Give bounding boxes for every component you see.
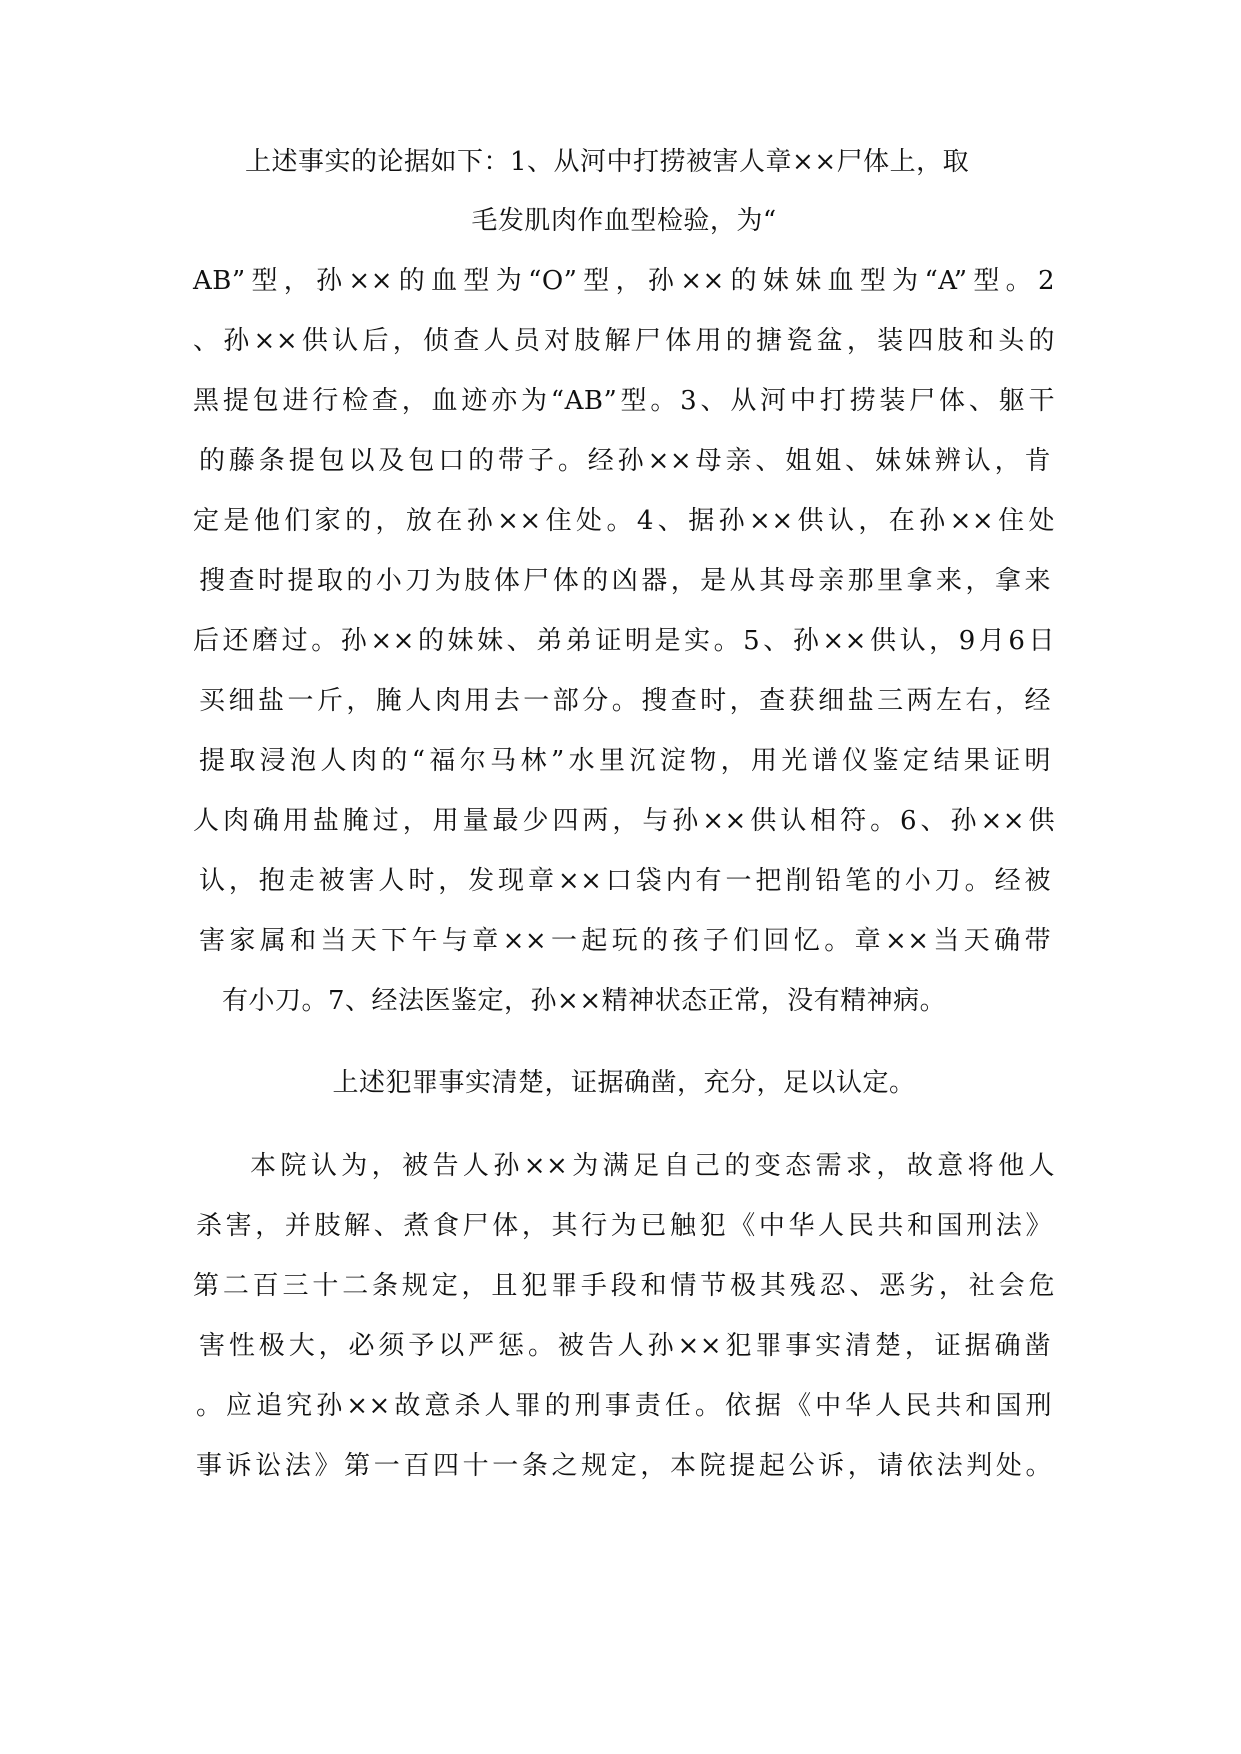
- text-line: 的藤条提包以及包口的带子。经孙××母亲、姐姐、妹妹辨认，肯: [199, 446, 1051, 476]
- text-line: 第二百三十二条规定，且犯罪手段和情节极其残忍、恶劣，社会危: [193, 1271, 1055, 1301]
- text-line: 后还磨过。孙××的妹妹、弟弟证明是实。5、孙××供认，9月6日: [193, 626, 1055, 656]
- text-line: 事诉讼法》第一百四十一条之规定，本院提起公诉，请依法判处。: [196, 1451, 1052, 1481]
- text-line: 毛发肌肉作血型检验，为“: [471, 206, 777, 236]
- text-line: 。应追究孙××故意杀人罪的刑事责任。依据《中华人民共和国刑: [196, 1391, 1052, 1421]
- text-line: 买细盐一斤，腌人肉用去一部分。搜查时，查获细盐三两左右，经: [199, 686, 1051, 716]
- text-line: 、孙××供认后，侦查人员对肢解尸体用的搪瓷盆，装四肢和头的: [193, 326, 1055, 356]
- text-line: AB”型，孙××的血型为“O”型，孙××的妹妹血型为“A”型。2: [193, 266, 1055, 296]
- text-line: 本院认为，被告人孙××为满足自己的变态需求，故意将他人: [250, 1151, 1055, 1181]
- text-line: 黑提包进行检查，血迹亦为“AB”型。3、从河中打捞装尸体、躯干: [193, 386, 1055, 416]
- text-line: 提取浸泡人肉的“福尔马林”水里沉淀物，用光谱仪鉴定结果证明: [199, 746, 1051, 776]
- text-line: 杀害，并肢解、煮食尸体，其行为已触犯《中华人民共和国刑法》: [196, 1211, 1052, 1241]
- text-line: 害家属和当天下午与章××一起玩的孩子们回忆。章××当天确带: [199, 926, 1051, 956]
- text-line: 上述犯罪事实清楚，证据确凿，充分，足以认定。: [332, 1068, 916, 1098]
- text-line: 有小刀。7、经法医鉴定，孙××精神状态正常，没有精神病。: [222, 986, 947, 1016]
- text-line: 害性极大，必须予以严惩。被告人孙××犯罪事实清楚，证据确凿: [199, 1331, 1051, 1361]
- text-line: 人肉确用盐腌过，用量最少四两，与孙××供认相符。6、孙××供: [193, 806, 1055, 836]
- text-line: 搜查时提取的小刀为肢体尸体的凶器，是从其母亲那里拿来，拿来: [199, 566, 1051, 596]
- text-line: 上述事实的论据如下：1、从河中打捞被害人章××尸体上，取: [245, 147, 970, 177]
- text-line: 定是他们家的，放在孙××住处。4、据孙××供认，在孙××住处: [193, 506, 1055, 536]
- text-line: 认，抱走被害人时，发现章××口袋内有一把削铅笔的小刀。经被: [199, 866, 1051, 896]
